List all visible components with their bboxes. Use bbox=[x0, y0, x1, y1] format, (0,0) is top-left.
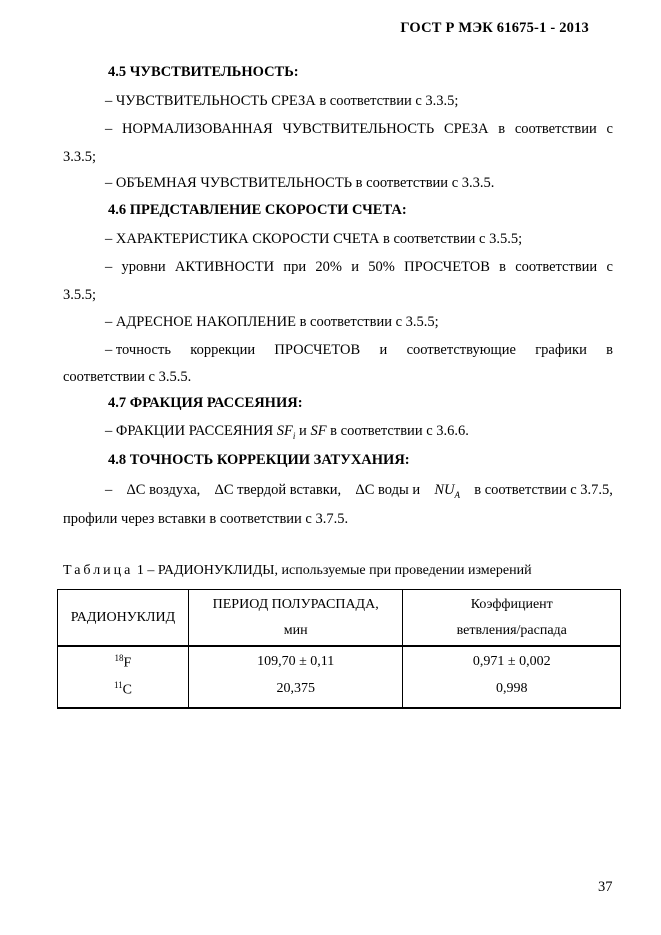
word: – точность bbox=[105, 342, 171, 358]
word: соответствии bbox=[515, 259, 598, 275]
list-item-justified bbox=[105, 121, 613, 138]
symbol-sf: SF bbox=[276, 423, 293, 439]
header-line: Коэффициент bbox=[470, 596, 553, 612]
text: в соответствии с 3.6.6. bbox=[326, 423, 469, 439]
list-item bbox=[105, 423, 469, 441]
word: и bbox=[351, 259, 360, 275]
word: в bbox=[606, 342, 613, 358]
text: и bbox=[295, 423, 311, 439]
word: соответствующие bbox=[406, 342, 516, 358]
list-item: – ОБЪЕМНАЯ ЧУВСТВИТЕЛЬНОСТЬ в соответствии с 3.3.5. bbox=[105, 175, 495, 191]
word: 50% bbox=[368, 259, 395, 275]
header-branching bbox=[403, 590, 621, 647]
element-symbol: C bbox=[122, 682, 132, 698]
subscript: A bbox=[454, 489, 460, 500]
table-header-row bbox=[58, 590, 621, 647]
word: АКТИВНОСТИ bbox=[174, 259, 275, 275]
list-item: – ЧУВСТВИТЕЛЬНОСТЬ СРЕЗА в соответствии с 3.3.5; bbox=[105, 93, 459, 109]
mass-number: 18 bbox=[114, 652, 124, 663]
word: коррекции bbox=[190, 342, 256, 358]
word: ПРОСЧЕТОВ bbox=[274, 342, 361, 358]
word: соответствии bbox=[514, 121, 597, 137]
word: с bbox=[606, 121, 613, 137]
table-row bbox=[58, 675, 621, 708]
table-row bbox=[58, 646, 621, 675]
word: в bbox=[498, 121, 506, 137]
header-line: ветвления/распада bbox=[456, 622, 567, 638]
cell-nuclide bbox=[58, 646, 189, 675]
cell-half-life: 20,375 bbox=[188, 675, 403, 708]
list-item-continuation: 3.5.5; bbox=[63, 287, 97, 303]
section-heading-4-7: 4.7 ФРАКЦИЯ РАССЕЯНИЯ: bbox=[108, 395, 303, 411]
word: уровни bbox=[121, 259, 166, 275]
word: с bbox=[606, 259, 613, 275]
symbol-nu: NU bbox=[434, 482, 455, 498]
element-symbol: F bbox=[123, 655, 132, 671]
section-heading-4-8: 4.8 ТОЧНОСТЬ КОРРЕКЦИИ ЗАТУХАНИЯ: bbox=[108, 452, 410, 468]
list-item-continuation: соответствии с 3.5.5. bbox=[63, 369, 192, 385]
header-half-life bbox=[188, 590, 403, 647]
document-header: ГОСТ Р МЭК 61675-1 - 2013 bbox=[400, 20, 589, 36]
caption-prefix: Таблица bbox=[63, 563, 134, 578]
mass-number: 11 bbox=[113, 679, 123, 690]
caption-text: 1 – РАДИОНУКЛИДЫ, используемые при проведении измерений bbox=[133, 563, 532, 578]
symbol-sf: SF bbox=[310, 423, 327, 439]
list-item-justified bbox=[105, 259, 613, 276]
word: в bbox=[499, 259, 506, 275]
paragraph-continuation: профили через вставки в соответствии с 3.7.5. bbox=[63, 511, 349, 527]
section-heading-4-6: 4.6 ПРЕДСТАВЛЕНИЕ СКОРОСТИ СЧЕТА: bbox=[108, 202, 407, 218]
page-number: 37 bbox=[598, 879, 613, 895]
word: в соответствии с 3.7.5, bbox=[474, 482, 613, 498]
text: – ФРАКЦИИ РАССЕЯНИЯ bbox=[105, 423, 277, 439]
word: НОРМАЛИЗОВАННАЯ bbox=[122, 121, 273, 137]
list-item: – АДРЕСНОЕ НАКОПЛЕНИЕ в соответствии с 3.5.5; bbox=[105, 314, 439, 330]
list-item: – ХАРАКТЕРИСТИКА СКОРОСТИ СЧЕТА в соответствии с 3.5.5; bbox=[105, 231, 523, 247]
word: СРЕЗА bbox=[443, 121, 489, 137]
word: графики bbox=[535, 342, 587, 358]
cell-branching: 0,998 bbox=[403, 675, 621, 708]
word: ЧУВСТВИТЕЛЬНОСТЬ bbox=[282, 121, 435, 137]
word: ΔC воды и bbox=[355, 482, 421, 498]
table-caption bbox=[63, 563, 532, 579]
word bbox=[434, 482, 460, 500]
radionuclide-table bbox=[57, 589, 621, 709]
list-item-justified bbox=[105, 482, 613, 500]
header-line: ПЕРИОД ПОЛУРАСПАДА, bbox=[212, 596, 379, 612]
subscript: i bbox=[292, 430, 296, 441]
word: и bbox=[379, 342, 388, 358]
word: при bbox=[283, 259, 307, 275]
word: – bbox=[105, 482, 113, 498]
header-line: мин bbox=[283, 622, 308, 638]
header-radionuclide: РАДИОНУКЛИД bbox=[58, 590, 189, 647]
cell-half-life: 109,70 ± 0,11 bbox=[188, 646, 403, 675]
word: 20% bbox=[315, 259, 343, 275]
list-item-continuation: 3.3.5; bbox=[63, 149, 97, 165]
cell-branching: 0,971 ± 0,002 bbox=[403, 646, 621, 675]
word: ПРОСЧЕТОВ bbox=[404, 259, 490, 275]
word: – bbox=[105, 259, 113, 275]
list-item-justified bbox=[105, 342, 613, 359]
section-heading-4-5: 4.5 ЧУВСТВИТЕЛЬНОСТЬ: bbox=[108, 64, 299, 80]
cell-nuclide bbox=[58, 675, 189, 708]
word: ΔC воздуха, bbox=[126, 482, 201, 498]
word: ΔC твердой вставки, bbox=[214, 482, 342, 498]
word: – bbox=[105, 121, 113, 137]
